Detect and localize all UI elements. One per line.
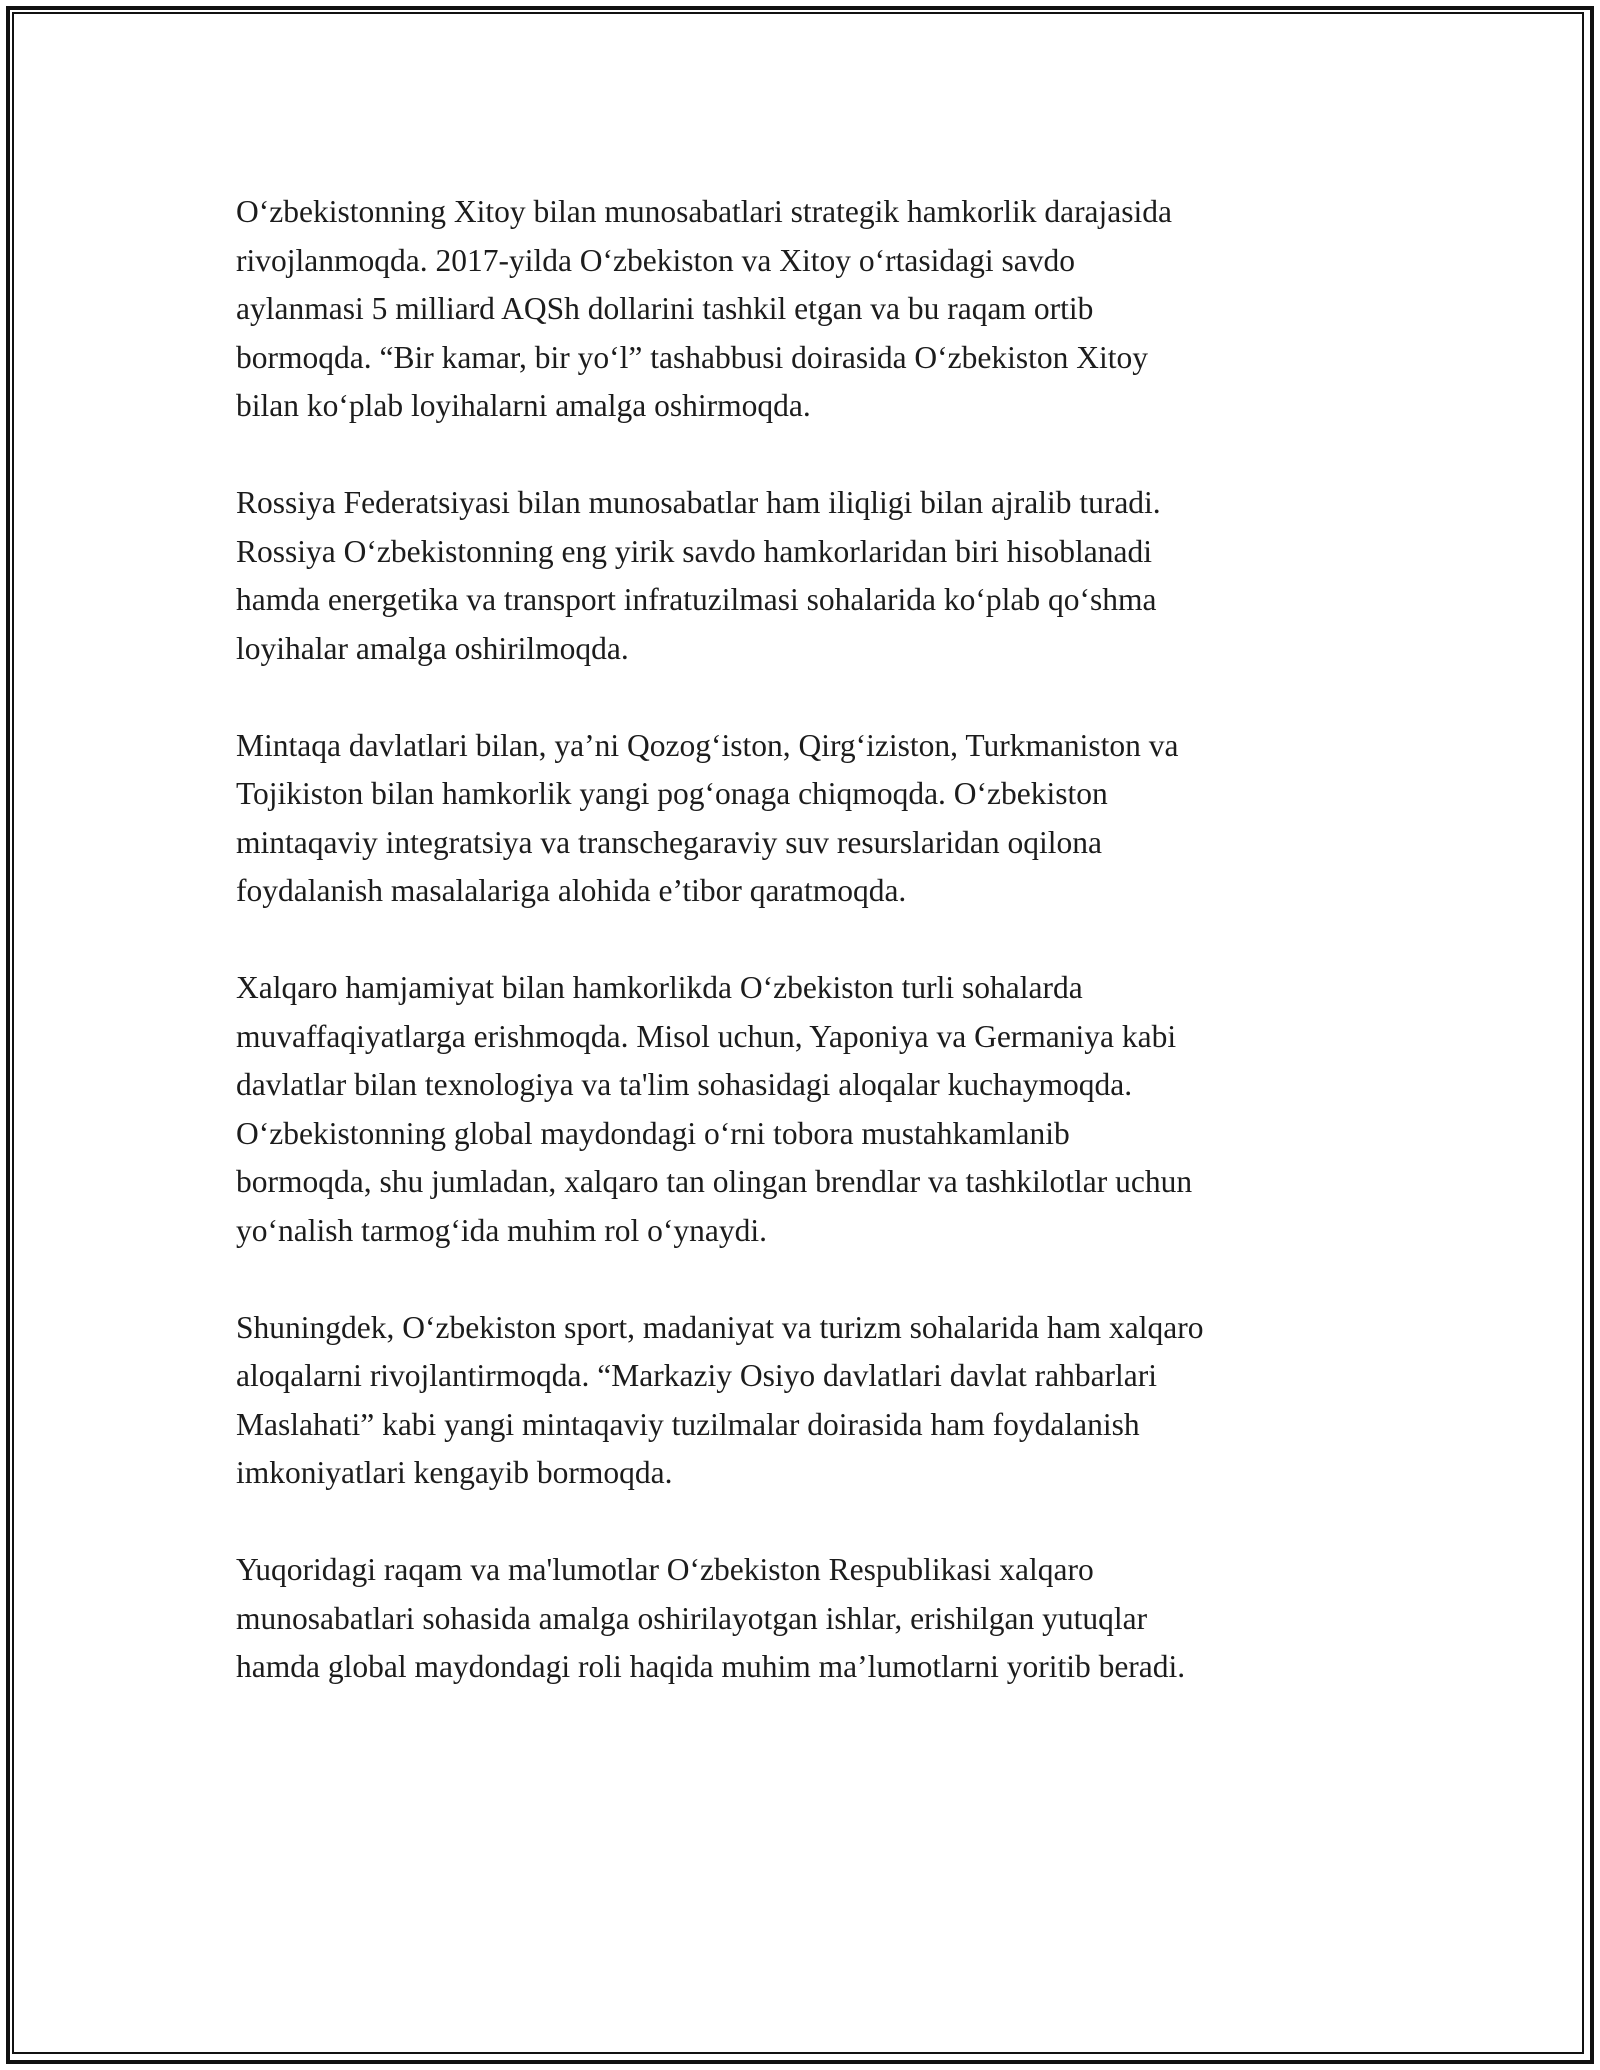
paragraph-russia-relations: Rossiya Federatsiyasi bilan munosabatlar ham iliqligi bilan ajralib turadi. Rossiya O‘zbekistonning eng yirik savdo hamkorlaridan biri hisoblanadi hamda energetika va transport infratuzilmasi sohalarida ko‘plab qo‘shma loyihalar amalga oshirilmoqda.	[236, 485, 1161, 666]
paragraph-conclusion: Yuqoridagi raqam va ma'lumotlar O‘zbekiston Respublikasi xalqaro munosabatlari sohasida amalga oshirilayotgan ishlar, erishilgan yutuqlar hamda global maydondagi roli haqida muhim ma’lumotlarni yoritib beradi.	[236, 1552, 1186, 1684]
paragraph-international-cooperation: Xalqaro hamjamiyat bilan hamkorlikda O‘zbekiston turli sohalarda muvaffaqiyatlarga erishmoqda. Misol uchun, Yaponiya va Germaniya kabi davlatlar bilan texnologiya va ta'lim sohasidagi aloqalar kuchaymoqda. O‘zbekistonning global maydondagi o‘rni tobora mustahkamlanib bormoqda, shu jumladan, xalqaro tan olingan brendlar va tashkilotlar uchun yo‘nalish tarmog‘ida muhim rol o‘ynaydi.	[236, 970, 1193, 1248]
document-body	[236, 188, 1376, 1740]
paragraph-sport-culture-tourism: Shuningdek, O‘zbekiston sport, madaniyat va turizm sohalarida ham xalqaro aloqalarni rivojlantirmoqda. “Markaziy Osiyo davlatlari davlat rahbarlari Maslahati” kabi yangi mintaqaviy tuzilmalar doirasida ham foydalanish imkoniyatlari kengayib bormoqda.	[236, 1309, 1204, 1490]
paragraph-regional-relations: Mintaqa davlatlari bilan, ya’ni Qozog‘iston, Qirg‘iziston, Turkmaniston va Tojikiston bilan hamkorlik yangi pog‘onaga chiqmoqda. O‘zbekiston mintaqaviy integratsiya va transchegaraviy suv resurslaridan oqilona foydalanish masalalariga alohida e’tibor qaratmoqda.	[236, 727, 1179, 908]
paragraph-china-relations: O‘zbekistonning Xitoy bilan munosabatlari strategik hamkorlik darajasida rivojlanmoqda. 2017-yilda O‘zbekiston va Xitoy o‘rtasidagi savdo aylanmasi 5 milliard AQSh dollarini tashkil etgan va bu raqam ortib bormoqda. “Bir kamar, bir yo‘l” tashabbusi doirasida O‘zbekiston Xitoy bilan ko‘plab loyihalarni amalga oshirmoqda.	[236, 194, 1173, 423]
